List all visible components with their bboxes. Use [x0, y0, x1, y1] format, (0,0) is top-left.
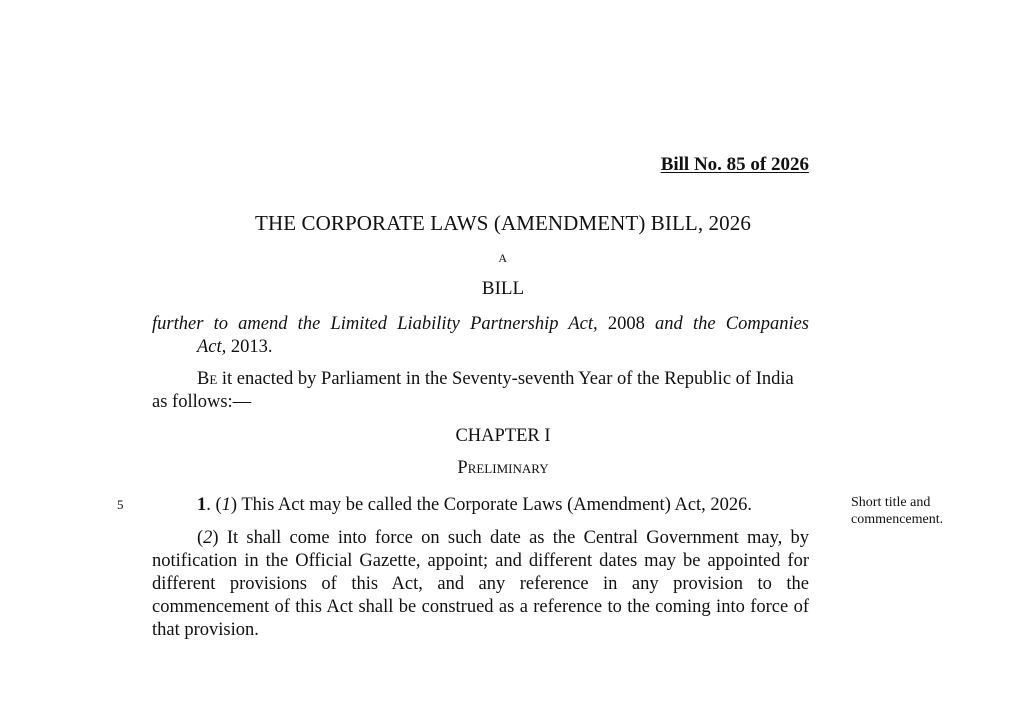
bill-title: THE CORPORATE LAWS (AMENDMENT) BILL, 2026: [255, 211, 751, 235]
subsection-1-label: 1: [221, 495, 231, 515]
bill-number: Bill No. 85 of 2026: [660, 154, 809, 175]
long-title-line-1: [152, 313, 809, 336]
enacting-first-word: Be: [197, 369, 218, 389]
subsection-1-text: This Act may be called the Corporate Laws (Amendment) Act, 2026.: [237, 495, 753, 515]
section-1-subsection-2: (2) It shall come into force on such date as the Central Government may, by notification in the Official Gazette, appoint; and different dates may be appointed for different provisions of this Act, and any reference in any provision to the commencement of this Act shall be construed as a reference to the coming into force of that provision.: [152, 528, 809, 640]
enacting-formula: [152, 368, 809, 414]
long-title-italic-3: Act,: [197, 337, 227, 357]
marginal-note: Short title and commencement.: [851, 495, 944, 527]
long-title-year-1: 2008: [597, 314, 656, 334]
subsection-2-label: 2: [203, 528, 213, 548]
section-number: 1: [197, 495, 207, 515]
long-title-italic-1: further to amend the Limited Liability Partnership Act,: [152, 314, 598, 334]
subsection-2-text: It shall come into force on such date as the Central Government may, by notification in the Official Gazette, appoint; and different dates may be appointed for different provisions of this Act, and any reference in any provision to the commencement of this Act shall be construed as a reference to the coming into force of that provision.: [152, 528, 809, 640]
enacting-text: it enacted by Parliament in the Seventy-seventh Year of the Republic of India as follows:—: [152, 369, 794, 412]
long-title: [152, 313, 809, 359]
chapter-heading: CHAPTER I: [455, 426, 551, 446]
long-title-line-2: [152, 336, 809, 359]
long-title-year-2: 2013.: [226, 337, 273, 357]
bill-word: BILL: [481, 278, 525, 299]
chapter-subheading: Preliminary: [457, 458, 549, 478]
margin-line-number: 5: [117, 497, 124, 512]
article-a: A: [498, 251, 508, 265]
section-1-subsection-1: 1. (1) This Act may be called the Corporate Laws (Amendment) Act, 2026.: [197, 495, 753, 515]
long-title-italic-2: and the Companies: [655, 314, 810, 334]
